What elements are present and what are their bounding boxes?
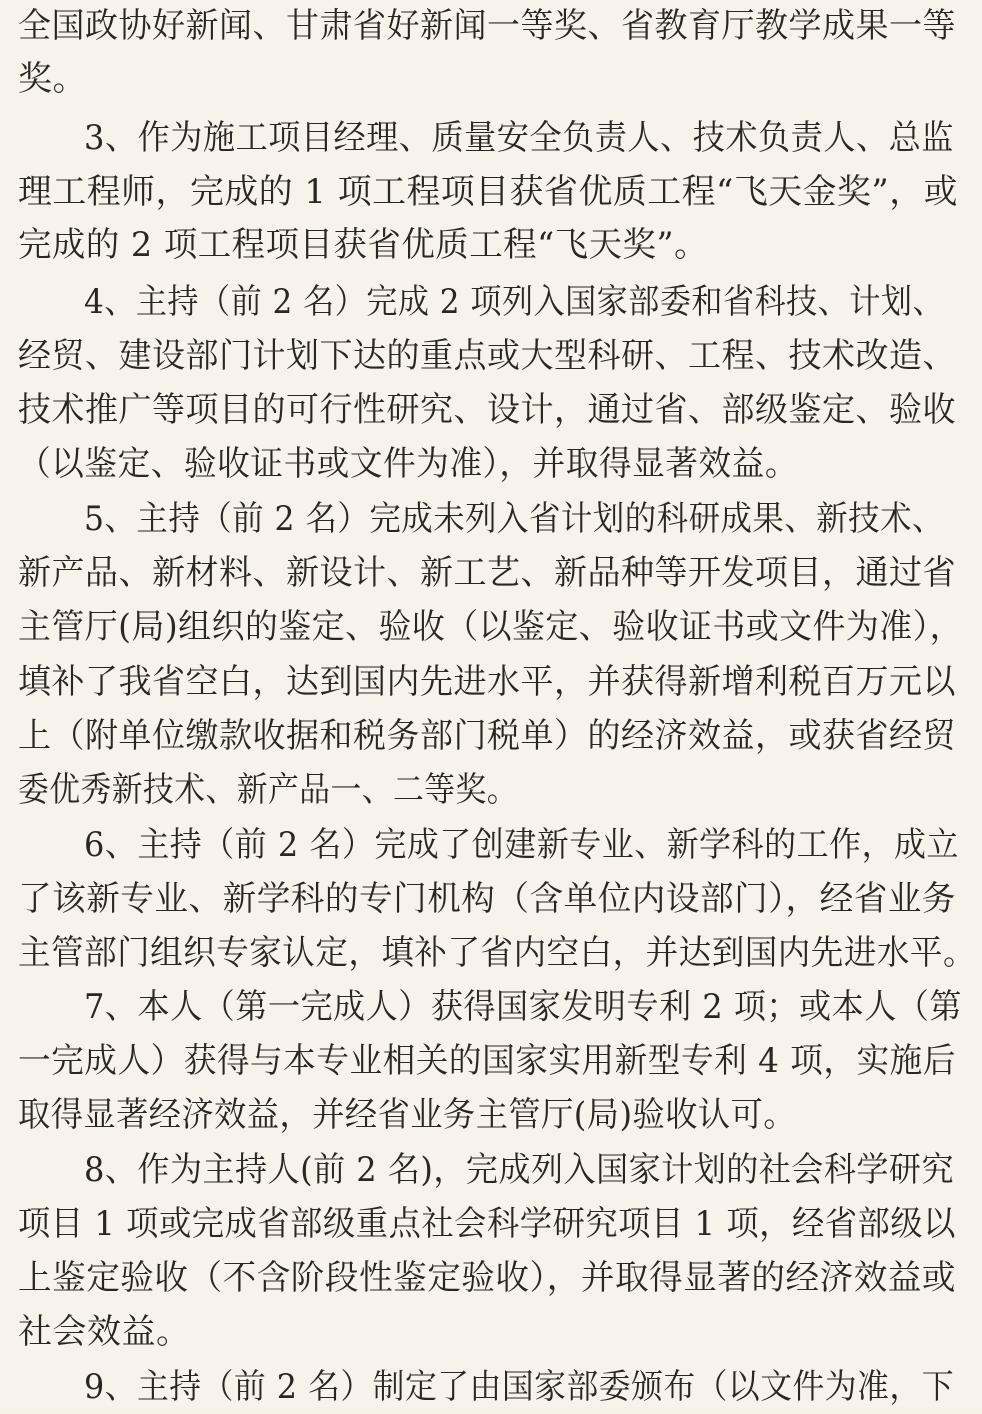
text-line: 5、主持（前 2 名）完成未列入省计划的科研成果、新技术、	[84, 499, 944, 539]
text-line: 取得显著经济效益，并经省业务主管厅(局)验收认可。	[18, 1095, 797, 1135]
text-line: 主管厅(局)组织的鉴定、验收（以鉴定、验收证书或文件为准），	[18, 607, 963, 647]
text-line: 3、作为施工项目经理、质量安全负责人、技术负责人、总监	[84, 118, 954, 158]
text-line: 全国政协好新闻、甘肃省好新闻一等奖、省教育厅教学成果一等	[18, 6, 956, 46]
text-line: 主管部门组织专家认定，填补了省内空白，并达到国内先进水平。	[18, 933, 976, 973]
text-line: 9、主持（前 2 名）制定了由国家部委颁布（以文件为准，下	[84, 1367, 955, 1407]
text-line: 上鉴定验收（不含阶段性鉴定验收），并取得显著的经济效益或	[18, 1258, 956, 1298]
text-line: 上（附单位缴款收据和税务部门税单）的经济效益，或获省经贸	[18, 716, 956, 756]
text-line: 理工程师，完成的 1 项工程项目获省优质工程“飞天金奖”，或	[18, 172, 958, 212]
text-line: 8、作为主持人(前 2 名)，完成列入国家计划的社会科学研究	[84, 1150, 955, 1190]
text-line: 社会效益。	[18, 1312, 191, 1352]
text-line: 了该新专业、新学科的专门机构（含单位内设部门），经省业务	[18, 879, 956, 919]
text-line: 完成的 2 项工程项目获省优质工程“飞天奖”。	[18, 225, 709, 265]
text-line: 经贸、建设部门计划下达的重点或大型科研、工程、技术改造、	[18, 336, 956, 376]
text-line: 一完成人）获得与本专业相关的国家实用新型专利 4 项，实施后	[18, 1041, 956, 1081]
text-line: 新产品、新材料、新设计、新工艺、新品种等开发项目，通过省	[18, 553, 956, 593]
text-line: 技术推广等项目的可行性研究、设计，通过省、部级鉴定、验收	[18, 390, 956, 430]
text-line: 项目 1 项或完成省部级重点社会科学研究项目 1 项，经省部级以	[18, 1204, 956, 1244]
text-line: 7、本人（第一完成人）获得国家发明专利 2 项；或本人（第	[84, 987, 962, 1027]
text-line: 填补了我省空白，达到国内先进水平，并获得新增利税百万元以	[18, 662, 956, 702]
text-line: （以鉴定、验收证书或文件为准），并取得显著效益。	[18, 444, 799, 484]
text-line: 委优秀新技术、新产品一、二等奖。	[18, 770, 519, 810]
text-line: 奖。	[18, 59, 87, 99]
text-line: 6、主持（前 2 名）完成了创建新专业、新学科的工作，成立	[84, 825, 960, 865]
text-line: 4、主持（前 2 名）完成 2 项列入国家部委和省科技、计划、	[84, 282, 945, 322]
